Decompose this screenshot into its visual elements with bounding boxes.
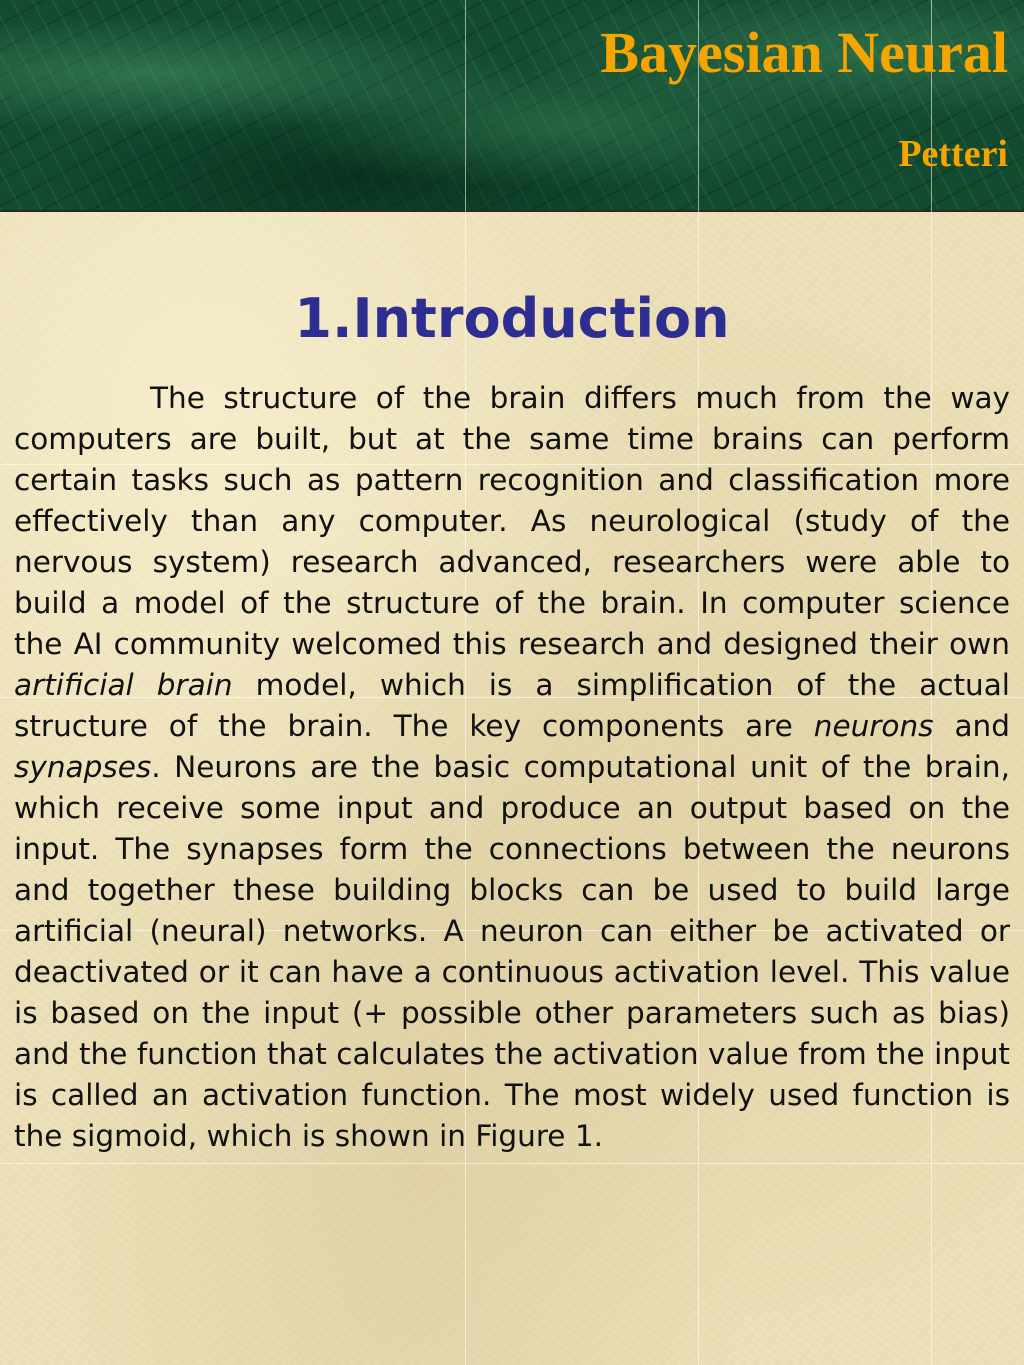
intro-paragraph <box>14 378 1010 1157</box>
paragraph-segment-italic: neurons <box>813 709 934 743</box>
author-name: Petteri <box>898 133 1008 175</box>
slide-title: Bayesian Neural <box>600 20 1008 85</box>
paragraph-segment: and <box>933 709 1010 743</box>
paragraph-segment-italic: synapses <box>14 750 152 784</box>
section-heading: 1.Introduction <box>294 287 730 350</box>
paragraph-segment: The structure of the brain differs much from the way computers are built, but at the same time brains can perform certain tasks such as pattern recognition and classification more effectively than any computer. As neurological (study of the nervous system) research advanced, researchers were able to build a model of the structure of the brain. In computer science the AI community welcomed this research and designed their own <box>14 381 1010 661</box>
paragraph-segment: model, which is a simplification of the actual structure of the brain. The key components are <box>14 668 1010 743</box>
grid-line <box>0 1163 1024 1164</box>
paragraph-segment: . Neurons are the basic computational unit of the brain, which receive some input and produce an output based on the input. The synapses form the connections between the neurons and together these building blocks can be used to build large artificial (neural) networks. A neuron can either be activated or deactivated or it can have a continuous activation level. This value is based on the input (+ possible other parameters such as bias) and the function that calculates the activation value from the input is called an activation function. The most widely used function is the sigmoid, which is shown in Figure 1. <box>14 750 1010 1153</box>
paragraph-segment-italic: artificial brain <box>14 668 233 702</box>
